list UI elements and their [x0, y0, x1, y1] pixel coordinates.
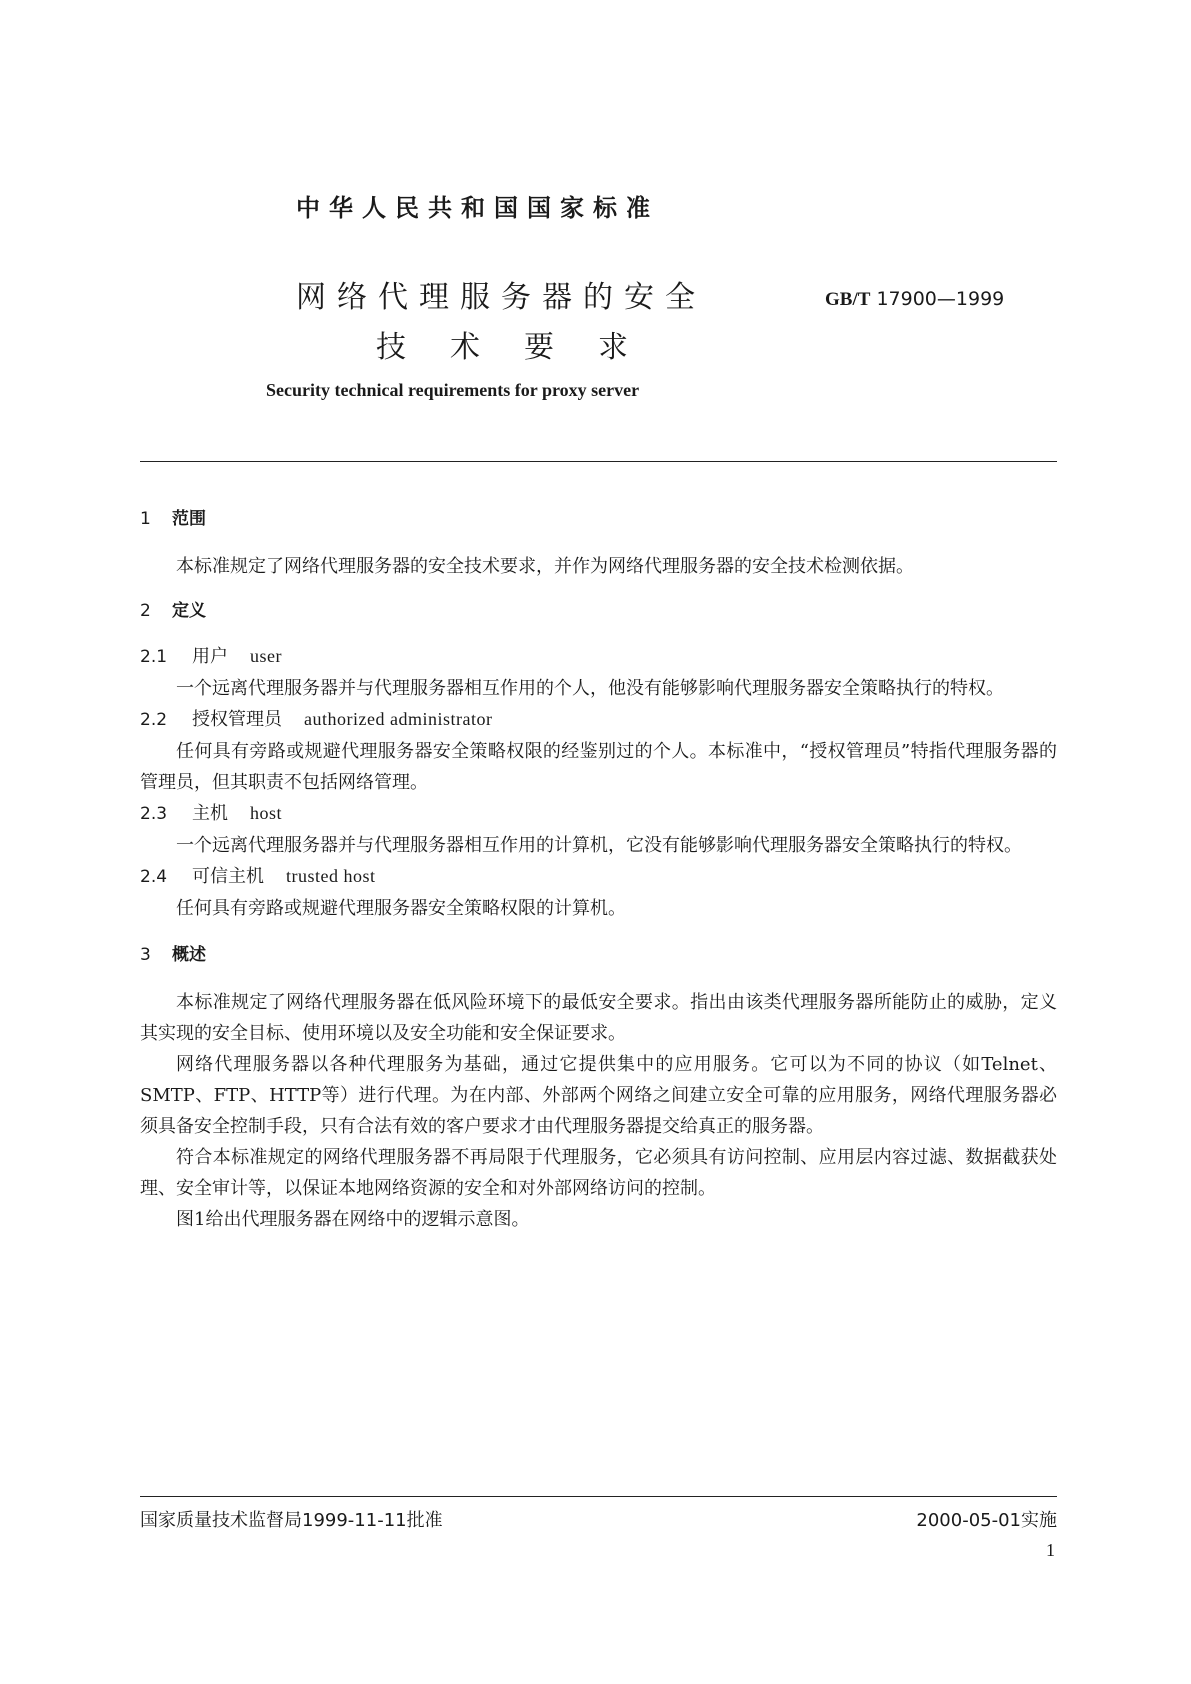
definition-english: host — [250, 803, 283, 823]
paragraph: 本标准规定了网络代理服务器在低风险环境下的最低安全要求。指出由该类代理服务器所能防止的威胁，定义其实现的安全目标、使用环境以及安全功能和安全保证要求。 — [140, 992, 1057, 1044]
definition-number: 2.2 — [140, 710, 168, 730]
section-number: 3 — [140, 945, 151, 965]
section-heading-scope — [140, 504, 1057, 535]
definition-term-host — [140, 798, 1057, 830]
standard-code: 17900—1999 — [876, 288, 1005, 310]
definition-number: 2.4 — [140, 867, 168, 887]
page-number: 1 — [1046, 1540, 1055, 1560]
footer-divider — [140, 1496, 1057, 1497]
standard-prefix: GB/T — [825, 289, 871, 310]
definition-term: 授权管理员 — [192, 709, 282, 730]
header-divider — [140, 461, 1057, 462]
approval-date: 国家质量技术监督局1999-11-11批准 — [140, 1510, 443, 1531]
definition-text: 任何具有旁路或规避代理服务器安全策略权限的经鉴别过的个人。本标准中，“授权管理员”特指代理服务器的管理员，但其职责不包括网络管理。 — [140, 741, 1057, 793]
paragraph: 图1给出代理服务器在网络中的逻辑示意图。 — [176, 1209, 530, 1230]
section-title: 范围 — [172, 509, 206, 529]
definition-text: 一个远离代理服务器并与代理服务器相互作用的个人，他没有能够影响代理服务器安全策略执行的特权。 — [176, 678, 1004, 699]
definition-text: 任何具有旁路或规避代理服务器安全策略权限的计算机。 — [176, 898, 626, 919]
definition-term: 可信主机 — [192, 866, 264, 887]
paragraph: 本标准规定了网络代理服务器的安全技术要求，并作为网络代理服务器的安全技术检测依据。 — [176, 556, 914, 577]
document-title-line2: 技术要求 — [376, 330, 672, 365]
section-number: 2 — [140, 601, 151, 621]
section-heading-definitions — [140, 596, 1057, 627]
section-heading-overview — [140, 940, 1057, 971]
definition-number: 2.1 — [140, 647, 168, 667]
section-title: 定义 — [172, 601, 206, 621]
definition-term: 主机 — [192, 803, 228, 824]
national-standard-heading: 中华人民共和国国家标准 — [296, 194, 659, 222]
definition-term-user — [140, 641, 1057, 673]
definition-english: authorized administrator — [304, 709, 493, 729]
definition-term-trusted-host — [140, 861, 1057, 893]
section-title: 概述 — [172, 945, 206, 965]
definition-english: user — [250, 646, 282, 666]
paragraph: 符合本标准规定的网络代理服务器不再局限于代理服务，它必须具有访问控制、应用层内容过滤、数据截获处理、安全审计等，以保证本地网络资源的安全和对外部网络访问的控制。 — [140, 1147, 1057, 1199]
document-body — [140, 504, 1057, 1235]
paragraph: 网络代理服务器以各种代理服务为基础，通过它提供集中的应用服务。它可以为不同的协议（如Telnet、SMTP、FTP、HTTP等）进行代理。为在内部、外部两个网络之间建立安全可靠的应用服务，网络代理服务器必须具备安全控制手段，只有合法有效的客户要求才由代理服务器提交给真正的服务器。 — [140, 1054, 1057, 1137]
definition-number: 2.3 — [140, 804, 168, 824]
standard-number — [825, 288, 1004, 311]
definition-term-authorized-administrator — [140, 704, 1057, 736]
document-title-line1: 网络代理服务器的安全 — [296, 280, 706, 315]
definition-english: trusted host — [286, 866, 376, 886]
effective-date: 2000-05-01实施 — [916, 1510, 1057, 1531]
section-number: 1 — [140, 509, 151, 529]
english-title: Security technical requirements for proxy server — [266, 380, 640, 400]
definition-term: 用户 — [192, 646, 228, 667]
definition-text: 一个远离代理服务器并与代理服务器相互作用的计算机，它没有能够影响代理服务器安全策略执行的特权。 — [176, 835, 1022, 856]
